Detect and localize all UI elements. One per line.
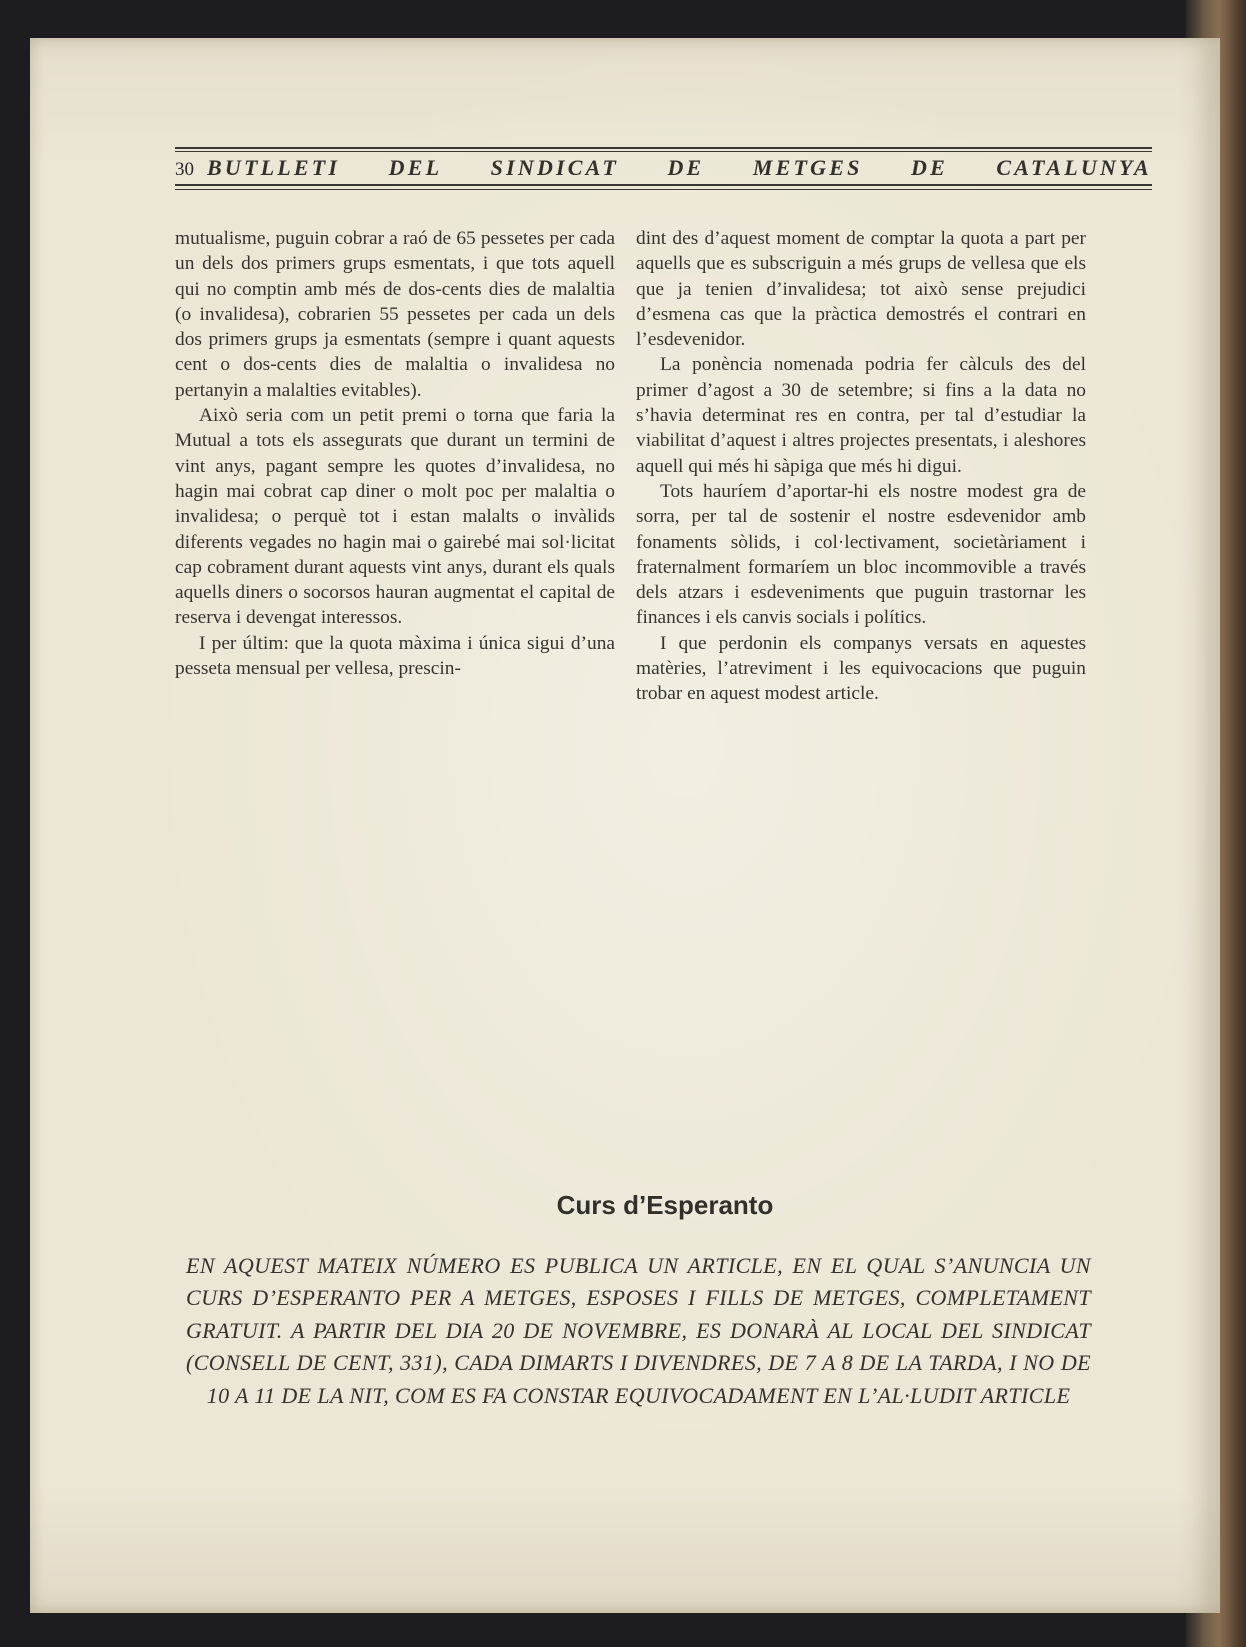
right-column bbox=[636, 226, 1086, 707]
header-rule-bottom-thin bbox=[175, 189, 1152, 190]
page-number: 30 bbox=[175, 159, 194, 180]
header-rule-top-thin bbox=[175, 151, 1152, 152]
notice-text: EN AQUEST MATEIX NÚMERO ES PUBLICA UN ARTICLE, EN EL QUAL S’ANUNCIA UN CURS D’ESPERANTO PER A METGES, ESPOSES I FILLS DE METGES, COMPLETAMENT GRATUIT. A PARTIR DEL DIA 20 DE NOVEMBRE, ES DONARÀ AL LOCAL DEL SINDICAT (CONSELL DE CENT, 331), CADA DIMARTS I DIVENDRES, DE 7 A 8 DE LA TARDA, I NO DE 10 A 11 DE LA NIT, COM ES FA CONSTAR EQUIVOCADAMENT EN L’AL·LUDIT ARTICLE bbox=[186, 1253, 1091, 1408]
paragraph: I per últim: que la quota màxima i única sigui d’una pesseta mensual per vellesa, prescin- bbox=[175, 632, 615, 680]
title-word: CATALUNYA bbox=[996, 155, 1152, 180]
header-rule-top bbox=[175, 147, 1152, 149]
running-header bbox=[175, 155, 1152, 183]
paragraph: La ponència nomenada podria fer càlculs des del primer d’agost a 30 de setembre; si fins a la data no s’havia determinat res en contra, per tal d’estudiar la viabilitat d’aquest i altres projectes presentats, i aleshores aquell qui més hi sàpiga que més hi digui. bbox=[636, 354, 1086, 477]
notice-heading: Curs d’Esperanto bbox=[556, 1190, 774, 1220]
title-word: METGES bbox=[752, 155, 863, 180]
paragraph: Això seria com un petit premi o torna que faria la Mutual a tots els assegurats que durant un termini de vint anys, pagant sempre les quotes d’invalidesa, no hagin mai cobrat cap diner o molt poc per malaltia o invalidesa; o perquè tot i estan malalts o invàlids diferents vegades no hagin mai o gairebé mai sol·licitat cap cobrament durant aquests vint anys, durant els quals aquells diners o socorsos hauran augmentat el capital de reserva i devengat interessos. bbox=[175, 405, 615, 629]
header-rule-bottom bbox=[175, 184, 1152, 186]
title-word: DEL bbox=[388, 155, 443, 180]
paragraph: Tots hauríem d’aportar-hi els nostre modest gra de sorra, per tal de sostenir el nostre esdevenidor amb fonaments sòlids, i col·lectivament, societàriament i fraternalment formaríem un bloc incommovible a través dels atzars i esdeveniments que puguin trastornar les finances i els canvis socials i polítics. bbox=[636, 480, 1086, 629]
title-word: SINDICAT bbox=[490, 155, 619, 180]
title-word: DE bbox=[667, 155, 705, 180]
journal-title bbox=[207, 155, 1152, 181]
title-word: DE bbox=[910, 155, 948, 180]
paragraph: I que perdonin els companys versats en aquestes matèries, l’atreviment i les equivocacions que puguin trobar en aquest modest article. bbox=[636, 632, 1086, 705]
paragraph: mutualisme, puguin cobrar a raó de 65 pessetes per cada un dels dos primers grups esmentats, i que tots aquell qui no comptin amb més de dos-cents dies de malaltia (o invalidesa), cobrarien 55 pessetes per cada un dels dos primers grups ja esmentats (sempre i quant aquests cent o dos-cents dies de malaltia o invalidesa no pertanyin a malalties evitables). bbox=[175, 228, 615, 401]
title-word: BUTLLETI bbox=[207, 155, 341, 180]
left-column bbox=[175, 226, 615, 681]
document-page bbox=[30, 38, 1220, 1613]
paragraph: dint des d’aquest moment de comptar la quota a part per aquells que es subscriguin a més grups de vellesa que els que ja tenien d’invalidesa; tot això sense prejudici d’esmena cas que la pràctica demostrés el contrari en l’esdevenidor. bbox=[636, 228, 1086, 351]
